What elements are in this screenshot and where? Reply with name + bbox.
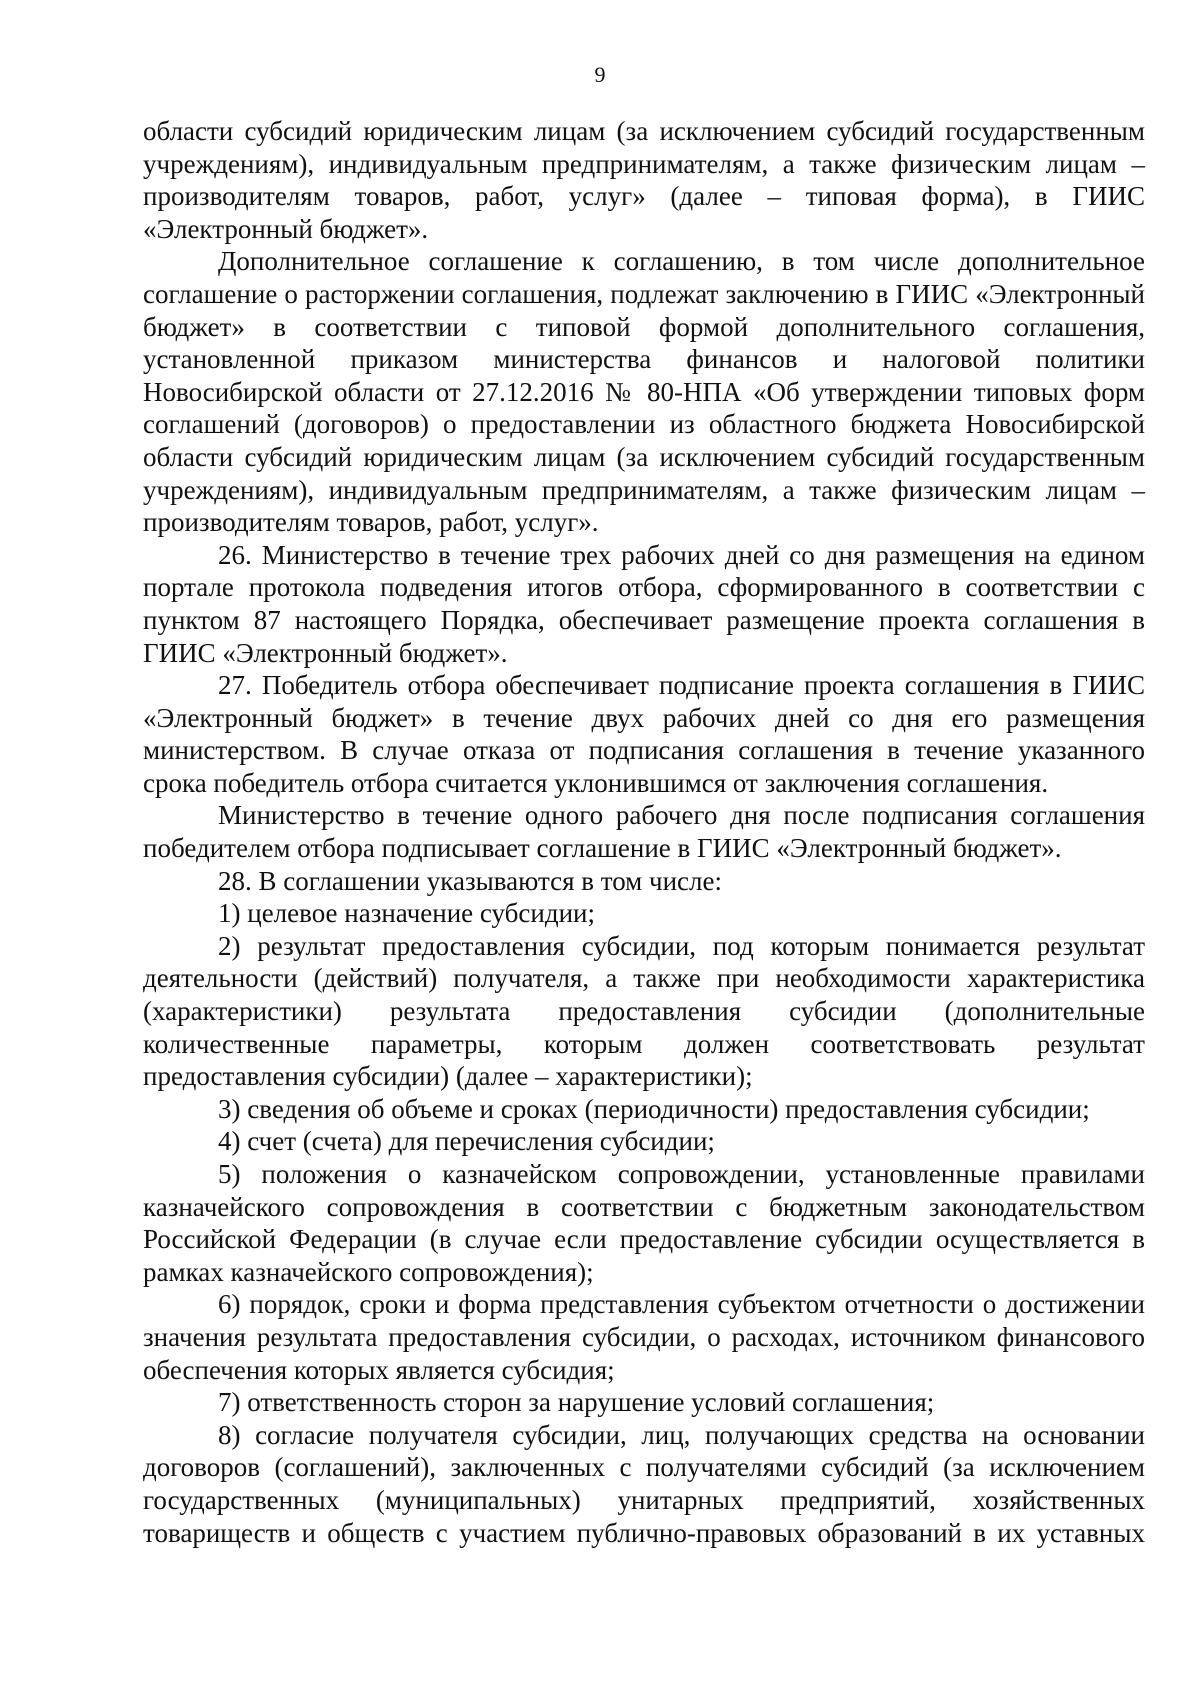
document-body: [143, 115, 1145, 1549]
paragraph-ministry-signing: Министерство в течение одного рабочего дня после подписания соглашения победителем отбора подписывает соглашение в ГИИС «Электронный бюджет».: [143, 800, 1145, 864]
list-item-8: 8) согласие получателя субсидии, лиц, получающих средства на основании договоров (соглашений), заключенных с получателями субсидий (за исключением государственных (муниципальных) унитарных предприятий, хозяйственных товариществ и обществ с участием публично-правовых образований в их уставных: [143, 1419, 1145, 1548]
list-item-2: 2) результат предоставления субсидии, под которым понимается результат деятельности (действий) получателя, а также при необходимости характеристика (характеристики) результата предоставления субсидии (дополнительные количественные параметры, которым должен соответствовать результат предоставления субсидии) (далее – характеристики);: [143, 930, 1145, 1092]
paragraph-item-27: 27. Победитель отбора обеспечивает подписание проекта соглашения в ГИИС «Электронный бюджет» в течение двух рабочих дней со дня его размещения министерством. В случае отказа от подписания соглашения в течение указанного срока победитель отбора считается уклонившимся от заключения соглашения.: [143, 670, 1145, 798]
list-item-7: 7) ответственность сторон за нарушение условий соглашения;: [218, 1387, 935, 1418]
list-item-1: 1) целевое назначение субсидии;: [218, 898, 595, 929]
list-item-5: 5) положения о казначейском сопровождении, установленные правилами казначейского сопровождения в соответствии с бюджетным законодательством Российской Федерации (в случае если предоставление субсидии осуществляется в рамках казначейского сопровождения);: [143, 1159, 1145, 1287]
page-number: 9: [594, 62, 606, 87]
paragraph-continuation: области субсидий юридическим лицам (за исключением субсидий государственным учреждениям), индивидуальным предпринимателям, а также физическим лицам – производителям товаров, работ, услуг» (далее – типовая форма), в ГИИС «Электронный бюджет».: [143, 116, 1145, 244]
paragraph-additional-agreement: Дополнительное соглашение к соглашению, в том числе дополнительное соглашение о расторжении соглашения, подлежат заключению в ГИИС «Электронный бюджет» в соответствии с типовой формой дополнительного соглашения, установленной приказом министерства финансов и налоговой политики Новосибирской области от 27.12.2016 № 80-НПА «Об утверждении типовых форм соглашений (договоров) о предоставлении из областного бюджета Новосибирской области субсидий юридическим лицам (за исключением субсидий государственным учреждениям), индивидуальным предпринимателям, а также физическим лицам – производителям товаров, работ, услуг».: [143, 246, 1145, 538]
paragraph-item-28: 28. В соглашении указываются в том числе:: [218, 865, 722, 896]
list-item-4: 4) счет (счета) для перечисления субсидии;: [218, 1126, 715, 1157]
paragraph-item-26: 26. Министерство в течение трех рабочих дней со дня размещения на едином портале протокола подведения итогов отбора, сформированного в соответствии с пунктом 87 настоящего Порядка, обеспечивает размещение проекта соглашения в ГИИС «Электронный бюджет».: [143, 539, 1145, 668]
list-item-6: 6) порядок, сроки и форма представления субъектом отчетности о достижении значения результата предоставления субсидии, о расходах, источником финансового обеспечения которых является субсидия;: [143, 1289, 1145, 1385]
list-item-3: 3) сведения об объеме и сроках (периодичности) предоставления субсидии;: [218, 1093, 1090, 1124]
